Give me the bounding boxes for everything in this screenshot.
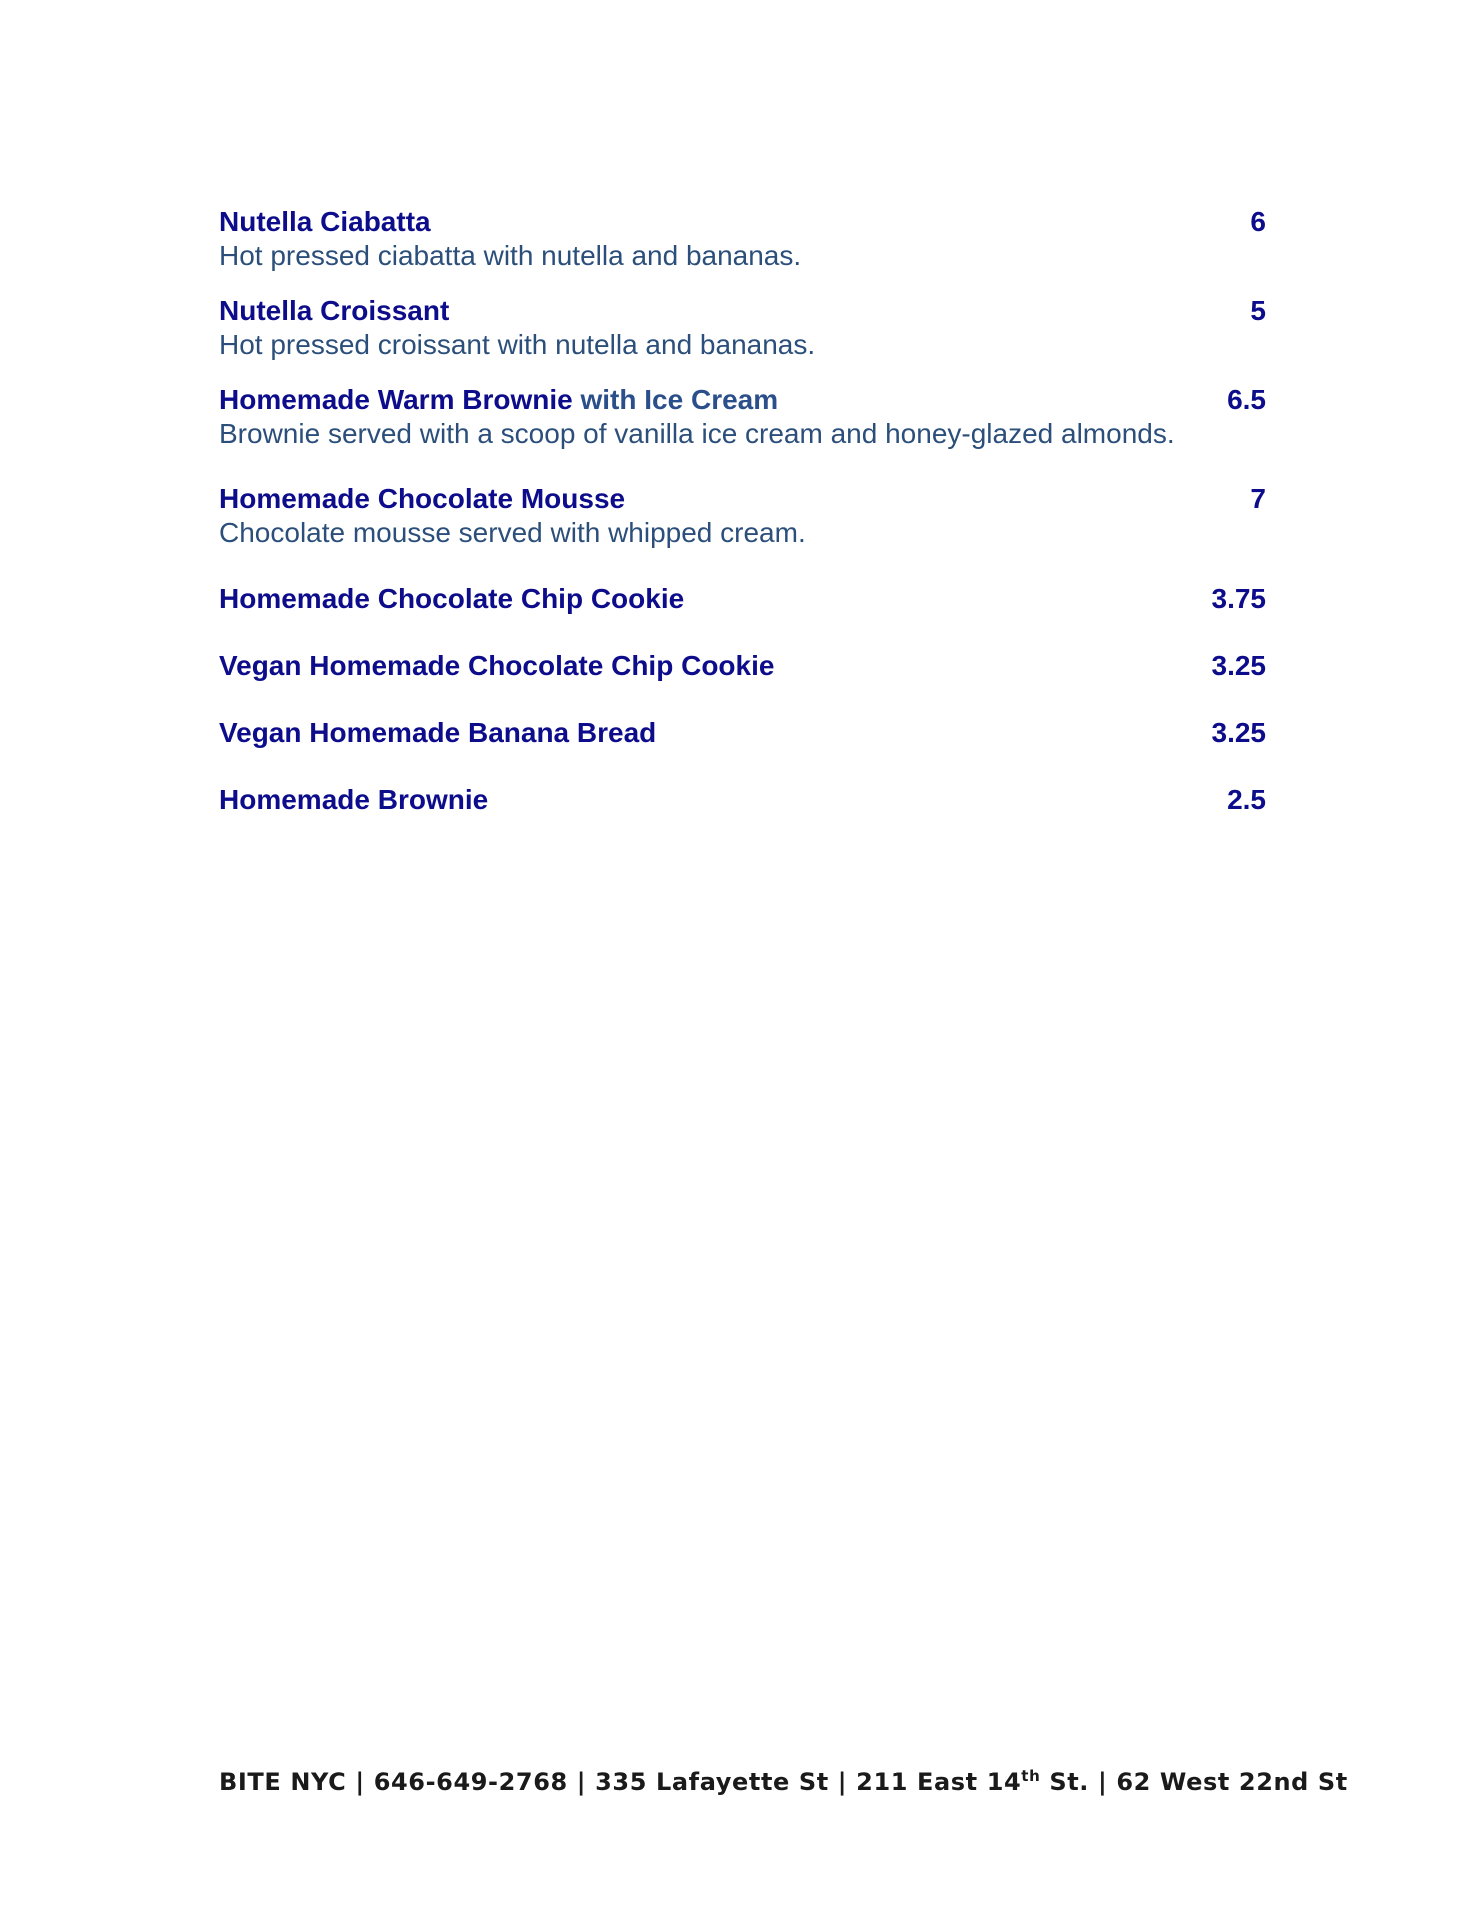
menu-item-header [219, 649, 1266, 683]
menu-item-name: Vegan Homemade Banana Bread [219, 717, 657, 748]
menu-item-description: Chocolate mousse served with whipped cream. [219, 517, 806, 548]
menu-item-chocolate-mousse [219, 482, 1266, 550]
menu-item-name: Vegan Homemade Chocolate Chip Cookie [219, 650, 775, 681]
menu-item-name: Homemade Chocolate Chip Cookie [219, 583, 685, 614]
footer-location-east-14th-prefix: 211 East 14 [856, 1768, 1022, 1796]
menu-item-header [219, 482, 1266, 516]
menu-item-price: 3.25 [1211, 650, 1266, 681]
footer-brand: BITE NYC [219, 1768, 347, 1796]
menu-item-header [219, 205, 1266, 239]
menu-item-name [219, 383, 778, 417]
dessert-menu [219, 205, 1266, 817]
menu-item-price: 5 [1250, 295, 1266, 326]
footer-separator: | [837, 1768, 848, 1796]
footer-location-east-14th [856, 1768, 1089, 1796]
menu-item-vegan-chocolate-chip-cookie [219, 649, 1266, 683]
menu-item-chocolate-chip-cookie [219, 582, 1266, 616]
menu-item-name: Nutella Croissant [219, 295, 450, 326]
menu-item-nutella-croissant [219, 294, 1266, 362]
footer-location-east-14th-ordinal: th [1021, 1767, 1041, 1785]
menu-item-header [219, 383, 1266, 417]
footer-location-lafayette: 335 Lafayette St [595, 1768, 829, 1796]
menu-item-name: Homemade Chocolate Mousse [219, 483, 626, 514]
menu-item-vegan-banana-bread [219, 716, 1266, 750]
menu-item-name: Homemade Brownie [219, 784, 489, 815]
menu-item-name: Nutella Ciabatta [219, 206, 431, 237]
menu-item-description: Brownie served with a scoop of vanilla ice cream and honey-glazed almonds. [219, 418, 1175, 449]
footer-phone: 646-649-2768 [373, 1768, 568, 1796]
footer-separator: | [576, 1768, 587, 1796]
menu-item-description: Hot pressed ciabatta with nutella and bananas. [219, 240, 802, 271]
menu-item-price: 6.5 [1227, 384, 1266, 415]
menu-item-warm-brownie [219, 383, 1266, 451]
footer-separator: | [355, 1768, 365, 1796]
menu-item-name-suffix: with Ice Cream [580, 384, 779, 415]
menu-item-price: 3.25 [1211, 717, 1266, 748]
menu-item-nutella-ciabatta [219, 205, 1266, 273]
menu-item-header [219, 294, 1266, 328]
menu-item-description: Hot pressed croissant with nutella and bananas. [219, 329, 816, 360]
menu-item-price: 6 [1250, 206, 1266, 237]
footer-location-west-22nd: 62 West 22nd St [1116, 1768, 1348, 1796]
menu-item-name-main: Homemade Warm Brownie [219, 384, 573, 415]
footer-location-east-14th-suffix: St. [1049, 1768, 1090, 1796]
footer-separator: | [1097, 1768, 1108, 1796]
menu-item-header [219, 582, 1266, 616]
menu-item-header [219, 716, 1266, 750]
menu-item-brownie [219, 783, 1266, 817]
menu-item-price: 2.5 [1227, 784, 1266, 815]
footer-contact-line [219, 1767, 1348, 1796]
menu-item-price: 3.75 [1211, 583, 1266, 614]
menu-item-price: 7 [1250, 483, 1266, 514]
menu-item-header [219, 783, 1266, 817]
